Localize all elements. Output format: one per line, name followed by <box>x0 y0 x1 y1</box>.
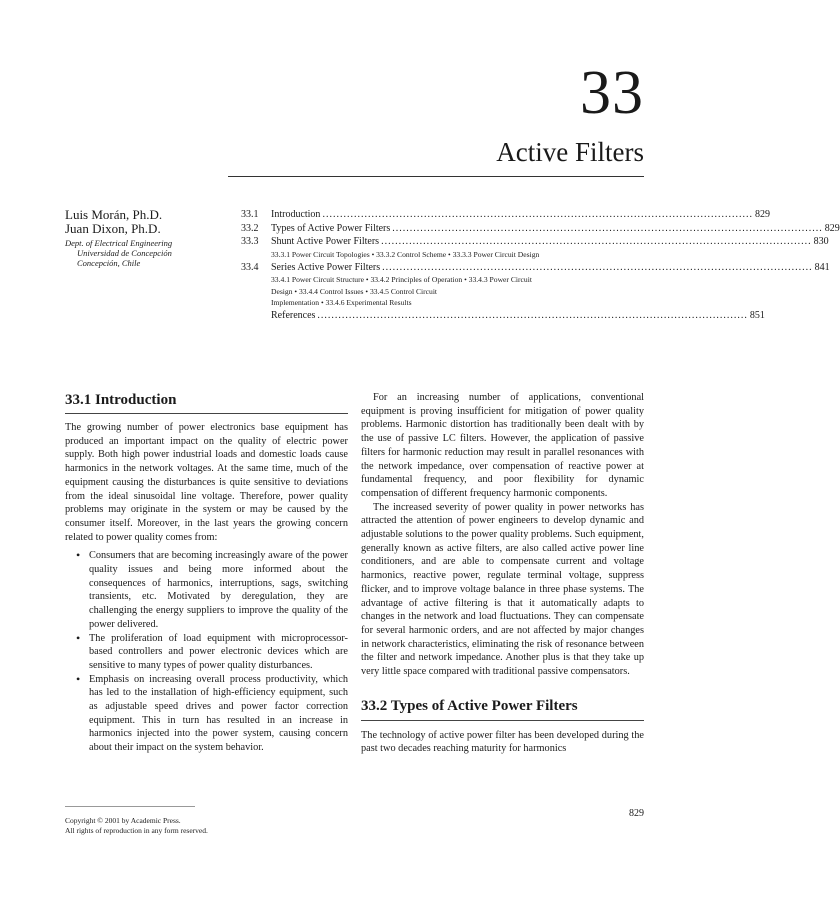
toc-page: 829 <box>754 209 770 220</box>
toc-title: Introduction <box>271 209 321 220</box>
toc-page: 829 <box>824 222 840 234</box>
toc-entry[interactable] <box>241 222 840 236</box>
paragraph: For an increasing number of applications, conventional equipment is proving insufficient for mitigation of power quality problems. Harmonic distortion has traditionally been dealt with by the use of passive LC filters. However, the application of passive filters for harmonic reduction may result in parallel resonances with the network impedance, over compensation of reactive power at fundamental frequency, and poor flexibility for dynamic compensation of different frequency harmonic components. <box>361 392 644 499</box>
toc-entry[interactable] <box>241 235 829 249</box>
author-name: Juan Dixon, Ph.D. <box>65 221 161 236</box>
toc-number: 33.1 <box>241 209 259 220</box>
toc-subsections: 33.4.1 Power Circuit Structure • 33.4.2 Principles of Operation • 33.4.3 Power Circuit <box>271 275 532 285</box>
toc-page: 841 <box>814 261 830 273</box>
section-heading-introduction: 33.1 Introduction <box>65 392 177 408</box>
toc-title: Series Active Power Filters <box>271 261 381 273</box>
footnote-rule <box>65 806 195 807</box>
toc-entry[interactable] <box>241 309 765 323</box>
right-column <box>361 391 644 756</box>
bullet-list <box>65 549 348 755</box>
copyright-line: Copyright © 2001 by Academic Press. <box>65 816 181 825</box>
left-column <box>65 421 348 755</box>
toc-page: 830 <box>813 236 829 247</box>
bullet-item: • Consumers that are becoming increasingly aware of the power quality issues and being more informed about the consequences of harmonics, interruptions, sags, switching transients, etc. Motivated by deregulation, they are challenging the energy suppliers to improve the quality of the power delivered. <box>89 549 348 631</box>
toc-title: Types of Active Power Filters <box>271 222 391 234</box>
toc-leader: ........................................................................................................................... <box>381 236 812 247</box>
toc-subsections: Implementation • 33.4.6 Experimental Results <box>271 297 412 307</box>
author-affiliation: Dept. of Electrical Engineering <box>65 238 173 248</box>
toc-leader: ........................................................................................................................... <box>322 209 753 220</box>
toc-entry[interactable] <box>241 208 770 222</box>
author-affiliation: Universidad de Concepción <box>77 248 172 258</box>
author-affiliation: Concepción, Chile <box>77 258 141 268</box>
section-rule <box>361 720 644 721</box>
page-number: 829 <box>629 808 644 819</box>
toc-number: 33.3 <box>241 236 259 247</box>
toc-number: 33.4 <box>241 261 259 273</box>
toc-page: 851 <box>749 310 765 322</box>
toc-title: Shunt Active Power Filters <box>271 236 380 247</box>
toc-leader: ........................................................................................................................... <box>317 310 748 322</box>
table-of-contents <box>241 208 840 323</box>
author-block <box>65 208 230 268</box>
copyright-line: All rights of reproduction in any form reserved. <box>65 826 208 835</box>
section-heading-types: 33.2 Types of Active Power Filters <box>361 697 578 714</box>
paragraph: The growing number of power electronics base equipment has produced an important impact on the quality of electric power supply. Both high power industrial loads and domestic loads cause harmonics in the network voltages. At the same time, much of the equipment causing the disturbances is quite sensitive to deviations from the ideal sinusoidal line voltage. Therefore, power quality problems may originate in the system or may be caused by the consumer itself. Moreover, in the last years the growing concern related to power quality comes from: <box>65 422 348 543</box>
toc-subsections: 33.3.1 Power Circuit Topologies • 33.3.2 Control Scheme • 33.3.3 Power Circuit Design <box>271 249 540 259</box>
toc-title: References <box>271 310 316 322</box>
toc-subsections: Design • 33.4.4 Control Issues • 33.4.5 Control Circuit <box>271 286 438 296</box>
chapter-title: Active Filters <box>496 137 644 167</box>
paragraph: The technology of active power filter has been developed during the past two decades reaching maturity for harmonics <box>361 729 644 755</box>
title-rule <box>228 176 644 177</box>
toc-leader: ........................................................................................................................... <box>382 261 813 273</box>
paragraph: The increased severity of power quality in power networks has attracted the attention of power engineers to develop dynamic and adjustable solutions to the power quality problems. Such equipment, generally known as active filters, are also called active power line conditioners, and are able to compensate current and voltage harmonics, reactive power, regulate terminal voltage, suppress flicker, and to improve voltage balance in three phase systems. The advantage of active filtering is that it automatically adapts to changes in the network and load fluctuations. They can compensate for several harmonic orders, and are not affected by major changes in network characteristics, eliminating the risk of resonance between the filter and network impedance. Another plus is that they take up very little space compared with traditional passive compensators. <box>361 501 644 678</box>
section-rule <box>65 413 348 414</box>
chapter-number: 33 <box>580 59 644 127</box>
copyright-notice <box>65 816 208 836</box>
toc-leader: ........................................................................................................................... <box>392 222 823 234</box>
toc-number: 33.2 <box>241 222 259 234</box>
bullet-item: • The proliferation of load equipment with microprocessor-based controllers and power electronic devices which are sensitive to many types of power quality disturbances. <box>89 632 348 673</box>
author-name: Luis Morán, Ph.D. <box>65 207 163 222</box>
bullet-item: • Emphasis on increasing overall process productivity, which has led to the installation of high-efficiency equipment, such as adjustable speed drives and power factor correction equipment. This in turn has resulted in an increase in harmonics injected into the power system, causing concern about their impact on the system behavior. <box>89 673 348 755</box>
toc-entry[interactable] <box>241 261 830 275</box>
